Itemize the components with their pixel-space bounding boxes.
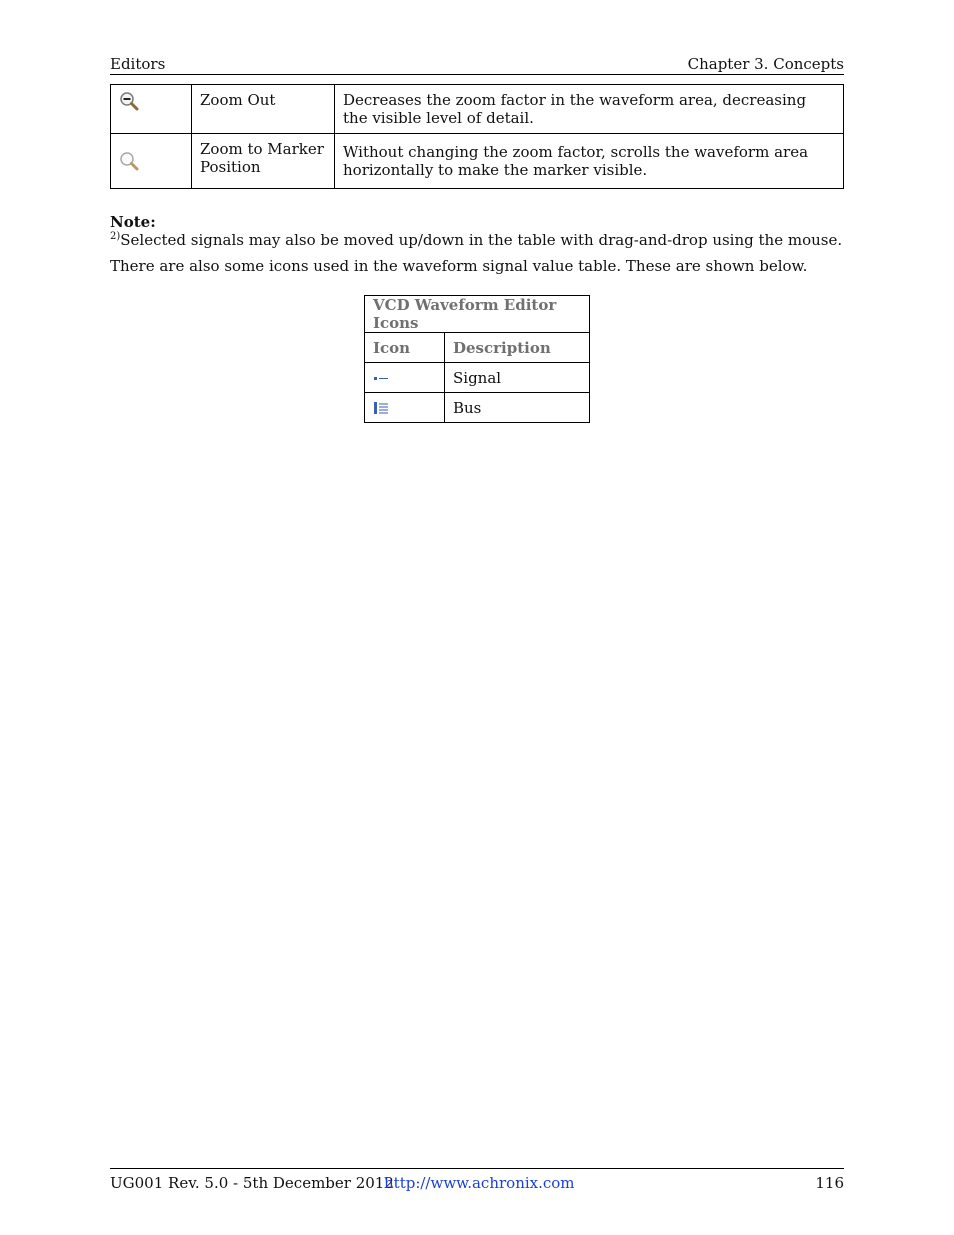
table-row — [111, 134, 844, 189]
page-footer — [110, 1168, 844, 1193]
column-header-icon: Icon — [365, 333, 445, 363]
icon-cell — [111, 134, 192, 189]
revision-text: UG001 Rev. 5.0 - 5th December 2012 — [110, 1174, 394, 1192]
note-body: Selected signals may also be moved up/down in the table with drag-and-drop using the mouse. — [120, 231, 843, 249]
note-label: Note: — [110, 213, 156, 231]
table-row — [111, 85, 844, 134]
icon-cell — [365, 393, 445, 423]
toolbar-icons-table — [110, 84, 844, 189]
command-name: Zoom to Marker Position — [192, 134, 335, 189]
command-description: Decreases the zoom factor in the waveform area, decreasing the visible level of detail. — [335, 85, 844, 134]
table-row — [365, 393, 590, 423]
icon-description: Bus — [445, 393, 590, 423]
section-title: Editors — [110, 55, 166, 73]
website-link[interactable]: http://www.achronix.com — [384, 1174, 575, 1192]
zoom-out-icon — [119, 91, 183, 111]
column-header-description: Description — [445, 333, 590, 363]
icon-cell — [111, 85, 192, 134]
vcd-icons-table — [364, 295, 590, 423]
chapter-title: Chapter 3. Concepts — [687, 55, 844, 73]
page-number: 116 — [815, 1174, 844, 1192]
signal-icon — [373, 371, 436, 385]
body-paragraph: There are also some icons used in the waveform signal value table. These are shown below. — [110, 257, 808, 275]
table-row — [365, 363, 590, 393]
icon-description: Signal — [445, 363, 590, 393]
footnote-marker: 2) — [110, 231, 121, 242]
bus-icon — [373, 401, 436, 415]
note-text — [110, 231, 842, 249]
command-description: Without changing the zoom factor, scrolls the waveform area horizontally to make the marker visible. — [335, 134, 844, 189]
page-header — [110, 54, 844, 75]
table-caption-row — [365, 296, 590, 333]
zoom-to-marker-icon — [119, 151, 183, 171]
command-name: Zoom Out — [192, 85, 335, 134]
table-caption: VCD Waveform Editor Icons — [365, 296, 590, 333]
icon-cell — [365, 363, 445, 393]
table-header-row — [365, 333, 590, 363]
